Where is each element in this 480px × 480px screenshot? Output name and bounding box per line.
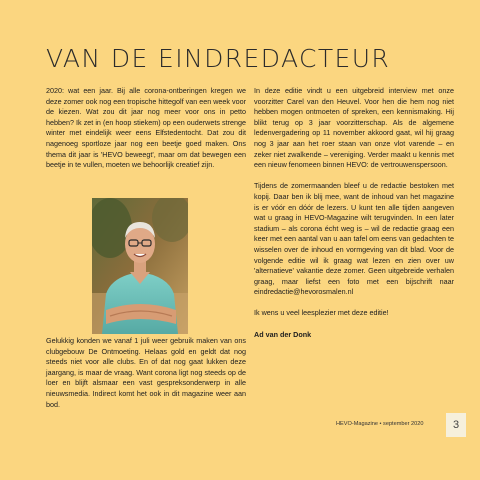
author-signature: Ad van der Donk: [254, 329, 312, 339]
paragraph: Tijdens de zomermaanden bleef u de redactie bestoken met kopij. Daar ben ik blij mee, want de inhoud van het magazine is er vóór en dóór de lezers. U kunt ten alle tijden aangeven wat u graag in HEVO-Magazine wilt terugvinden. In een later stadium – als corona écht weg is – wil de redactie graag een keer met een aantal van u aan tafel om eens van gedachten te wisselen over de inhoud en vormgeving van dit blad. Voor de volgende editie wil ik graag wat lezen en zien over uw 'alternatieve' vakantie deze zomer. Geen uitgebreide verhalen graag, maar liefst een foto met een bijschrift naar eindredactie@hevorosmalen.nl: [254, 181, 454, 297]
portrait-photo: [92, 198, 188, 334]
footer-publication: HEVO-Magazine • september 2020: [336, 421, 424, 427]
paragraph: 2020: wat een jaar. Bij alle corona-ontberingen kregen we deze zomer ook nog een tropische hittegolf van een week voor de kiezen. Wat zou dit jaar nog meer voor ons in petto hebben? Ik zet in (en hoop stiekem) op een ouderwets strenge winter met eindelijk weer eens Elfstedentocht. Dat zou dit nagenoeg sportloze jaar nog een beetje goed maken. Ons thema dit jaar is 'HEVO beweegt', maar om dat bewegen een beetje in te vullen, moeten we behoorlijk creatief zijn.: [46, 86, 246, 170]
left-column-intro: [46, 86, 246, 181]
paragraph: Gelukkig konden we vanaf 1 juli weer gebruik maken van ons clubgebouw De Ontmoeting. Helaas gold en geldt dat nog steeds niet voor alle clubs. En of dat nog gaat lukken deze jaargang, is maar de vraag. Want corona ligt nog steeds op de loer en blijft alsmaar een vast gespreksonderwerp in alle nieuwsmedia. Indirect komt het ook in dit magazine weer aan bod.: [46, 336, 246, 409]
page-number: 3: [446, 413, 466, 437]
left-column-continued: [46, 336, 246, 421]
paragraph: In deze editie vindt u een uitgebreid interview met onze voorzitter Carel van den Heuvel. Voor hen die hem nog niet hebben mogen ontmoeten of spreken, een kennismaking. Hij blikt terug op 3 jaar voorzitterschap. Als de algemene ledenvergadering op 11 november akkoord gaat, wil hij graag nog 3 jaar aan het roer staan van onze vlot varende – en zeker niet zwalkende – vereniging. Verder maakt u kennis met een nieuw fenomeen binnen HEVO: de vertrouwenspersoon.: [254, 86, 454, 170]
page-title: VAN DE EINDREDACTEUR: [46, 44, 391, 73]
paragraph: Ik wens u veel leesplezier met deze editie!: [254, 308, 389, 318]
right-column: [254, 86, 454, 351]
